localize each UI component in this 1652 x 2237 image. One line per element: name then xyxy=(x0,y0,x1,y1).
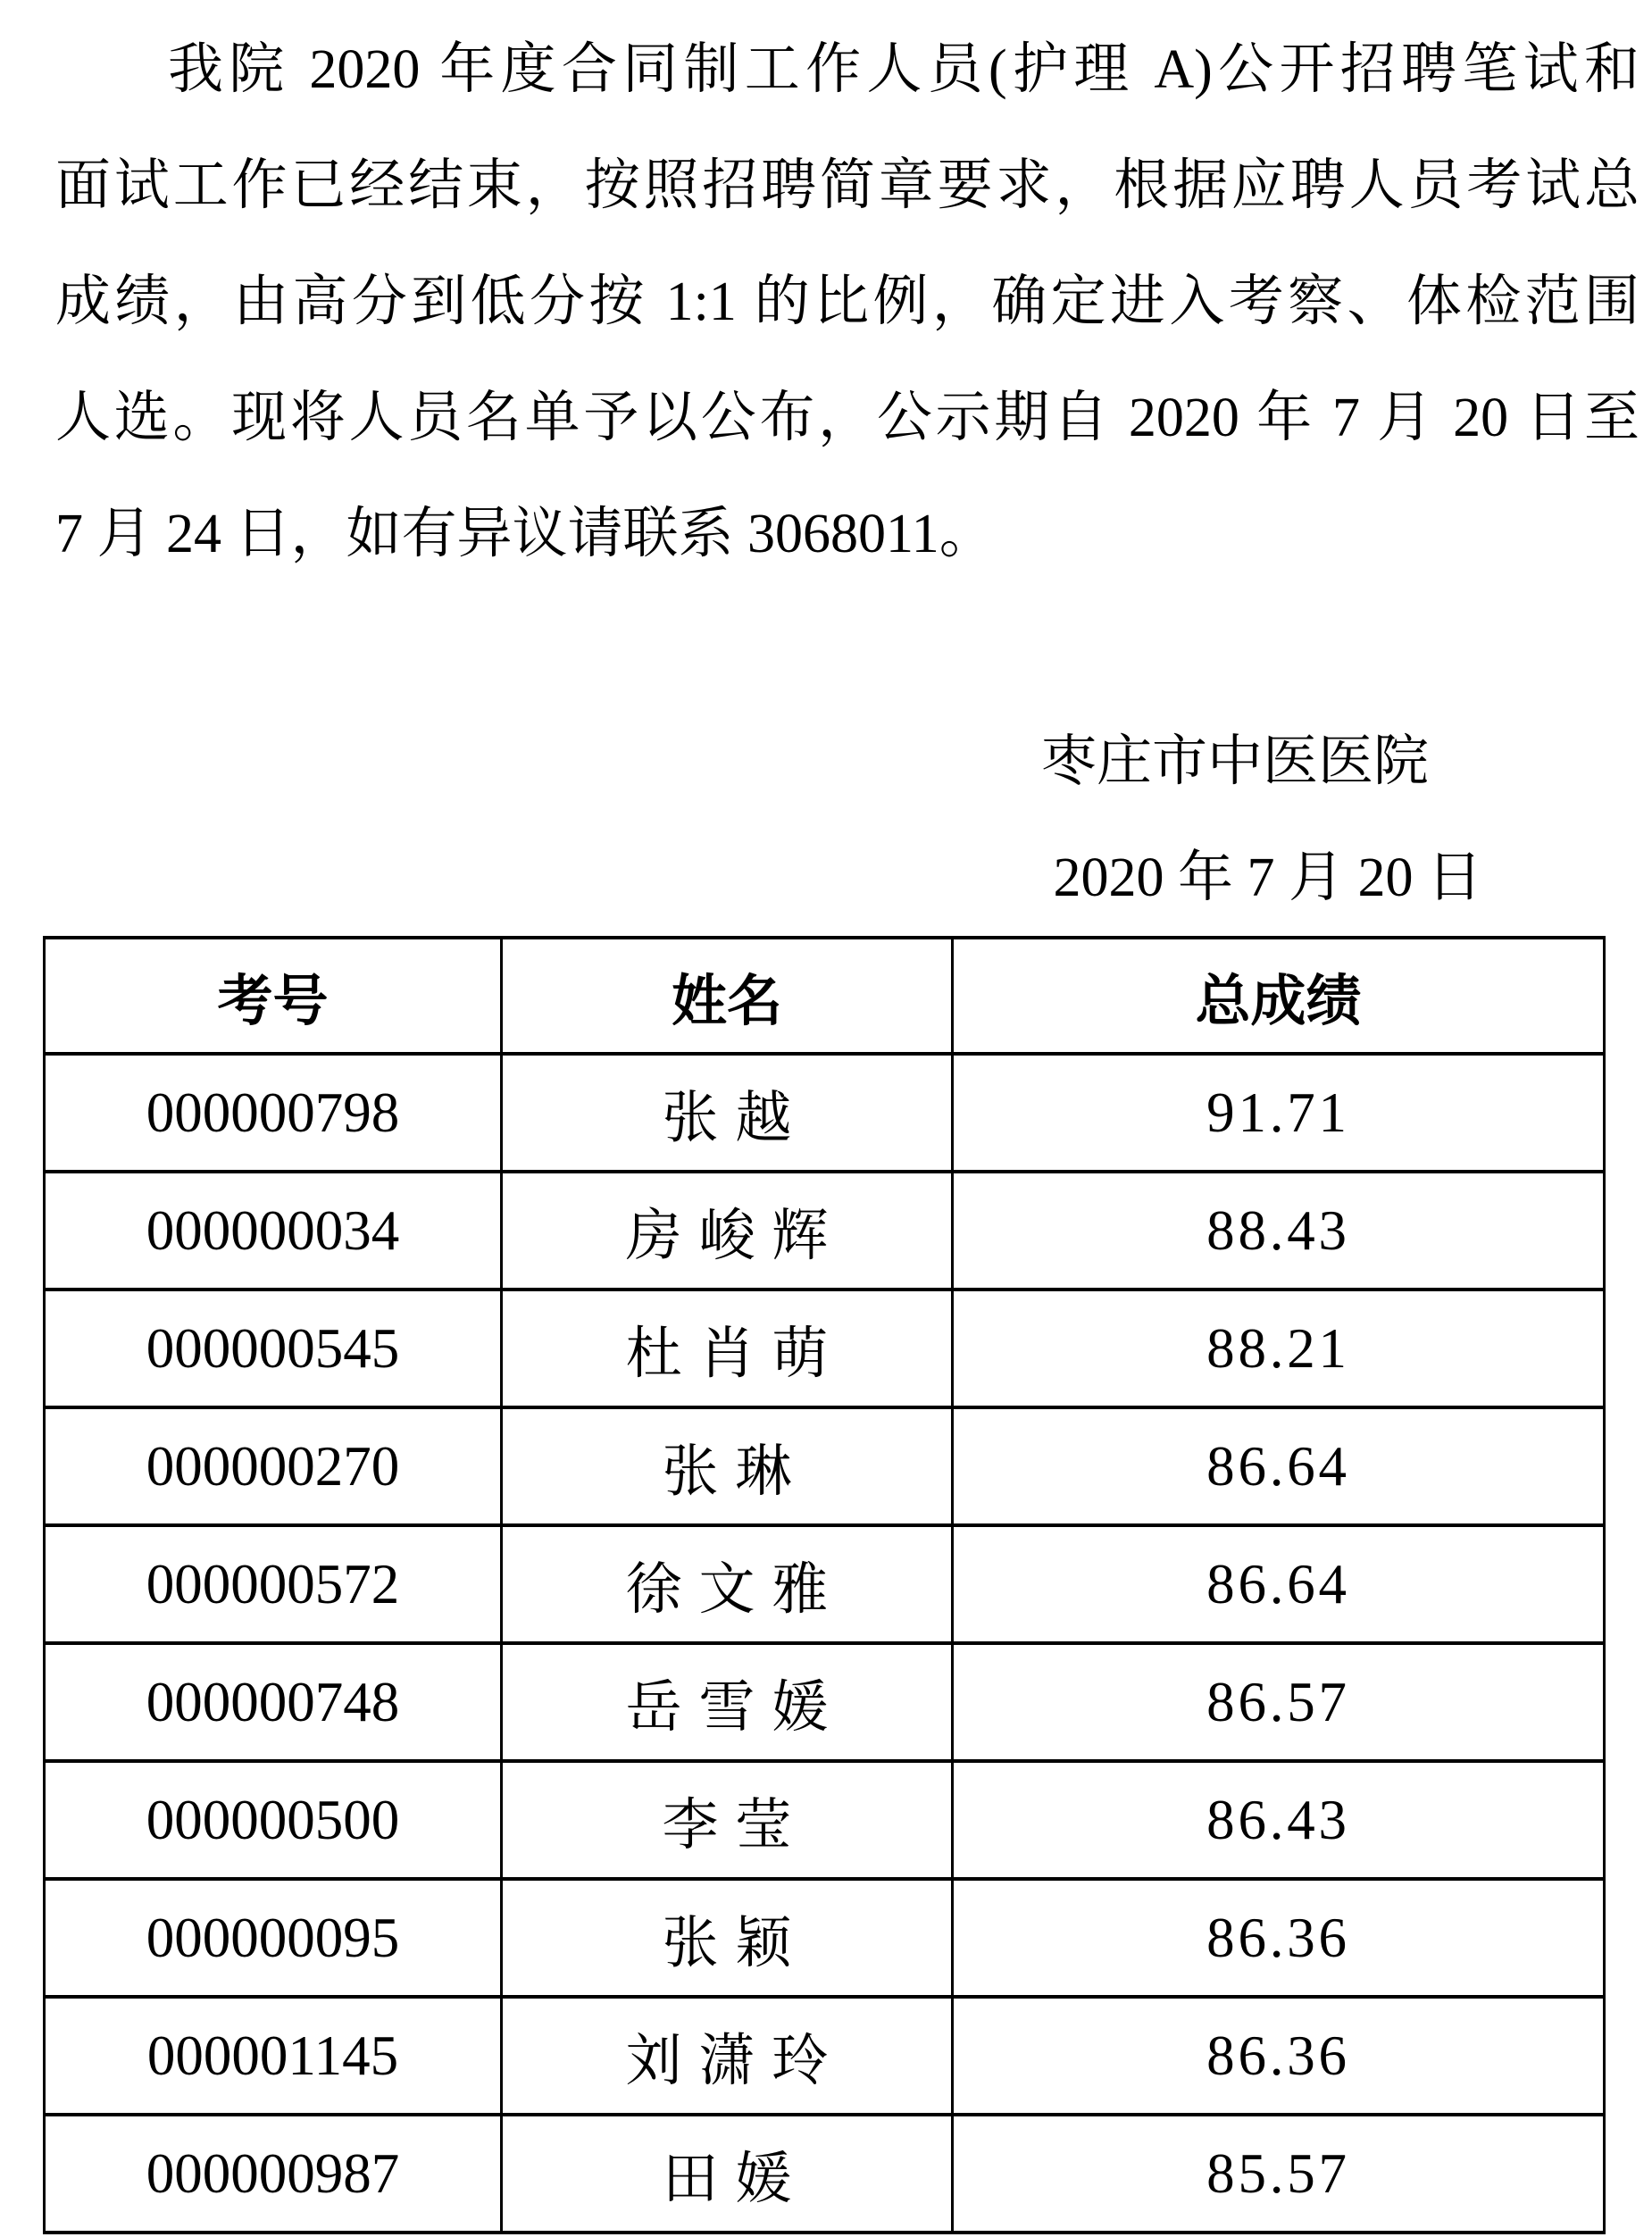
name-cell: 岳雪媛 xyxy=(502,1643,953,1761)
name-cell: 张越 xyxy=(502,1054,953,1172)
exam-number-cell: 000000748 xyxy=(45,1643,502,1761)
score-cell: 86.57 xyxy=(953,1643,1605,1761)
table-row xyxy=(45,1761,1605,1879)
table-row xyxy=(45,1643,1605,1761)
score-cell: 86.64 xyxy=(953,1525,1605,1643)
exam-number-cell: 000000500 xyxy=(45,1761,502,1879)
score-cell: 86.64 xyxy=(953,1407,1605,1525)
signature-block xyxy=(0,704,1652,936)
score-cell: 86.43 xyxy=(953,1761,1605,1879)
name-cell: 田媛 xyxy=(502,2115,953,2233)
table-row xyxy=(45,1407,1605,1525)
exam-number-cell: 000000545 xyxy=(45,1290,502,1407)
name-cell: 杜肖萌 xyxy=(502,1290,953,1407)
paragraph-line: 人选。现将人员名单予以公布，公示期自 2020 年 7 月 20 日至 xyxy=(55,388,1639,448)
name-cell: 徐文雅 xyxy=(502,1525,953,1643)
table-row xyxy=(45,1997,1605,2115)
exam-number-cell: 000000270 xyxy=(45,1407,502,1525)
table-row xyxy=(45,1172,1605,1290)
header-total-score: 总成绩 xyxy=(953,938,1605,1054)
table-row xyxy=(45,1525,1605,1643)
header-exam-number: 考号 xyxy=(45,938,502,1054)
announcement-paragraph xyxy=(0,0,1652,592)
signature-organization: 枣庄市中医医院 xyxy=(1040,731,1429,792)
score-cell: 85.57 xyxy=(953,2115,1605,2233)
table-row xyxy=(45,1290,1605,1407)
table-row xyxy=(45,1879,1605,1997)
score-cell: 86.36 xyxy=(953,1879,1605,1997)
score-cell: 88.21 xyxy=(953,1290,1605,1407)
exam-number-cell: 000000034 xyxy=(45,1172,502,1290)
paragraph-line: 7 月 24 日，如有异议请联系 3068011。 xyxy=(55,504,995,564)
name-cell: 李莹 xyxy=(502,1761,953,1879)
score-cell: 91.71 xyxy=(953,1054,1605,1172)
exam-number-cell: 000000572 xyxy=(45,1525,502,1643)
score-table xyxy=(43,936,1606,2234)
paragraph-line: 我院 2020 年度合同制工作人员(护理 A)公开招聘笔试和 xyxy=(168,39,1639,100)
header-name: 姓名 xyxy=(502,938,953,1054)
score-cell: 88.43 xyxy=(953,1172,1605,1290)
name-cell: 刘潇玲 xyxy=(502,1997,953,2115)
table-row xyxy=(45,1054,1605,1172)
score-cell: 86.36 xyxy=(953,1997,1605,2115)
name-cell: 房峻辉 xyxy=(502,1172,953,1290)
exam-number-cell: 000000798 xyxy=(45,1054,502,1172)
exam-number-cell: 000000987 xyxy=(45,2115,502,2233)
signature-date: 2020 年 7 月 20 日 xyxy=(1053,847,1482,908)
table-row xyxy=(45,2115,1605,2233)
exam-number-cell: 000001145 xyxy=(45,1997,502,2115)
paragraph-line: 面试工作已经结束，按照招聘简章要求，根据应聘人员考试总 xyxy=(55,155,1639,216)
paragraph-line: 成绩，由高分到低分按 1:1 的比例，确定进入考察、体检范围 xyxy=(55,271,1639,332)
table-header-row xyxy=(45,938,1605,1054)
exam-number-cell: 000000095 xyxy=(45,1879,502,1997)
name-cell: 张琳 xyxy=(502,1407,953,1525)
name-cell: 张颖 xyxy=(502,1879,953,1997)
